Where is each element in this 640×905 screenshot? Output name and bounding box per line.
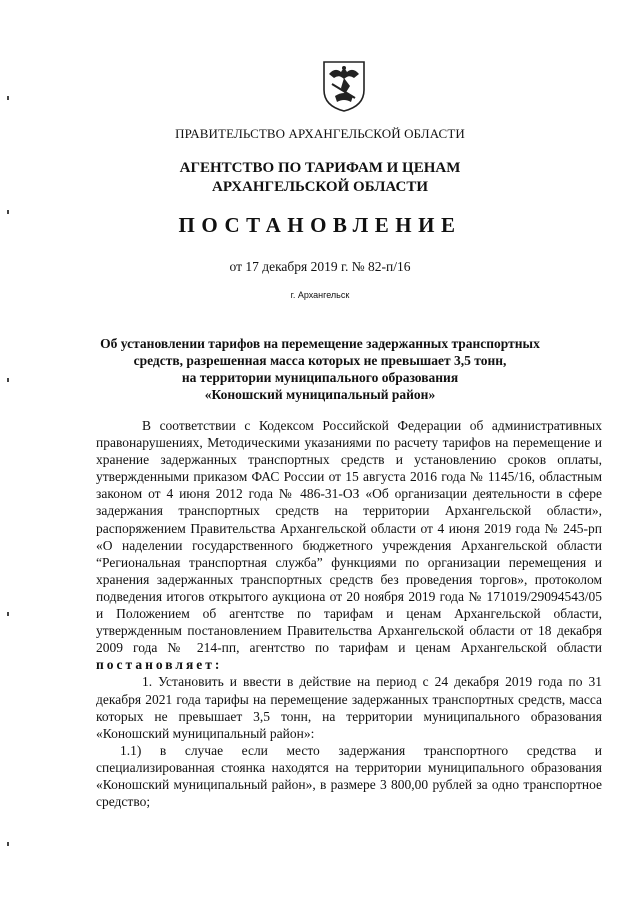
government-name: ПРАВИТЕЛЬСТВО АРХАНГЕЛЬСКОЙ ОБЛАСТИ xyxy=(175,126,465,141)
city-name: г. Архангельск xyxy=(290,290,350,300)
item-1-paragraph: 1. Установить и ввести в действие на период с 24 декабря 2019 года по 31 декабря 2021 года тарифы на перемещение задержанных транспортных средств, масса которых не превышает 3,5 тонн, на территории муниципального образования «Коношский муниципальный район»: xyxy=(96,674,602,741)
document-subject xyxy=(0,335,640,403)
coat-of-arms-emblem xyxy=(321,60,367,112)
scan-margin-mark xyxy=(7,210,9,214)
agency-name xyxy=(0,159,640,197)
scan-margin-mark xyxy=(7,96,9,100)
subject-line2: средств, разрешенная масса которых не превышает 3,5 тонн, xyxy=(133,353,507,368)
subject-line1: Об установлении тарифов на перемещение задержанных транспортных xyxy=(100,336,540,351)
subject-line3: на территории муниципального образования xyxy=(181,370,459,385)
scan-margin-mark xyxy=(7,612,9,616)
subject-line4: «Коношский муниципальный район» xyxy=(204,387,436,402)
date-and-number: от 17 декабря 2019 г. № 82-п/16 xyxy=(229,259,411,274)
item-1-1-paragraph: 1.1) в случае если место задержания транспортного средства и специализированная стоянка находятся на территории муниципального образования «Коношский муниципальный район», в размере 3 800,00 рублей за одно транспортное средство; xyxy=(96,742,602,810)
preamble-text: В соответствии с Кодексом Российской Федерации об административных правонарушениях, Методическими указаниями по расчету тарифов на перемещение и хранение задержанных транспортных средств и установлению сроков оплаты, утвержденными приказом ФАС России от 15 августа 2016 года № 1145/16, областным законом от 4 июня 2012 года № 486-31-ОЗ «Об организации деятельности в сфере задержания транспортных средств на территории Архангельской области», распоряжением Правительства Архангельской области от 4 июня 2019 года № 245-рп «О наделении государственного бюджетного учреждения Архангельской области “Региональная транспортная служба” функциями по организации перемещения и хранения задержанных транспортных средств без проведения торгов», протоколом подведения итогов открытого аукциона от 20 ноября 2019 года № 171019/29094543/05 и Положением об агентстве по тарифам и ценам Архангельской области, утвержденным постановлением Правительства Архангельской области от 18 декабря 2009 года № 214-пп, агентство по тарифам и ценам Архангельской области xyxy=(96,418,602,656)
document-body xyxy=(96,417,602,810)
scan-margin-mark xyxy=(7,378,9,382)
agency-name-line2: АРХАНГЕЛЬСКОЙ ОБЛАСТИ xyxy=(212,179,428,195)
agency-name-line1: АГЕНТСТВО ПО ТАРИФАМ И ЦЕНАМ xyxy=(179,160,461,176)
decides-keyword: постановляет: xyxy=(96,657,223,673)
scan-margin-mark xyxy=(7,842,9,846)
preamble-paragraph xyxy=(96,417,602,673)
document-type-title: ПОСТАНОВЛЕНИЕ xyxy=(178,213,462,237)
